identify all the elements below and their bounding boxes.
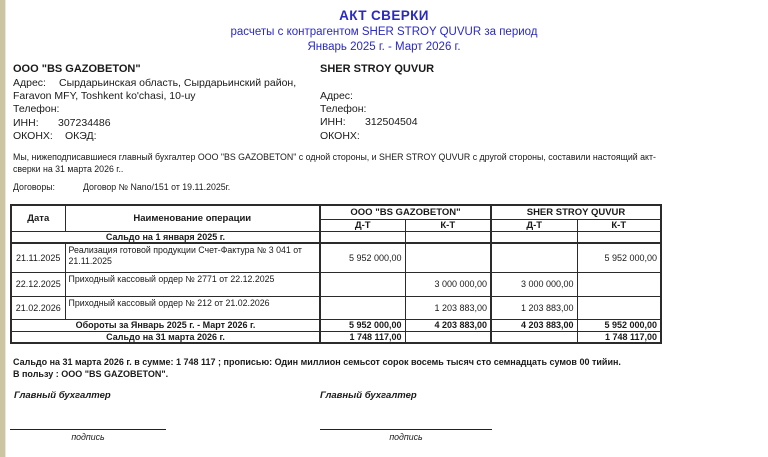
contracts-line	[13, 182, 230, 192]
table-header-groups	[11, 205, 661, 219]
header-operation: Наименование операции	[65, 205, 320, 231]
row-bs-credit: 1 203 883,00	[405, 296, 491, 319]
row-operation: Приходный кассовый ордер № 2771 от 22.12.2025	[65, 272, 320, 296]
opening-sh-debit	[491, 231, 577, 243]
closing-bs-debit: 1 748 117,00	[320, 331, 405, 343]
right-inn-label: ИНН:	[320, 116, 346, 129]
opening-balance-label: Сальдо на 1 января 2025 г.	[11, 231, 320, 243]
right-party-spacer	[320, 77, 620, 90]
turnover-row	[11, 319, 661, 331]
left-phone-label: Телефон:	[13, 103, 60, 116]
row-sh-credit	[577, 296, 661, 319]
left-phone-line	[13, 103, 313, 116]
closing-balance-label: Сальдо на 31 марта 2026 г.	[11, 331, 320, 343]
turnover-sh-credit: 5 952 000,00	[577, 319, 661, 331]
turnover-bs-debit: 5 952 000,00	[320, 319, 405, 331]
right-signature-caption: подпись	[389, 432, 423, 442]
right-signature-line	[320, 429, 492, 442]
left-party-name: ООО "BS GAZOBETON"	[13, 63, 141, 75]
row-operation: Реализация готовой продукции Счет-Фактура № 3 041 от 21.11.2025	[65, 243, 320, 272]
summary-in-favor-line: В пользу : ООО "BS GAZOBETON".	[13, 369, 169, 379]
left-signatory-title: Главный бухгалтер	[14, 390, 111, 401]
summary-amount-line: Сальдо на 31 марта 2026 г. в сумме: 1 748 117 ; прописью: Один миллион семьсот сорок восемь тысяч сто семнадцать сумов 00 тийин.	[13, 357, 621, 367]
left-inn-value: 307234486	[58, 116, 111, 129]
table-row	[11, 272, 661, 296]
closing-sh-credit: 1 748 117,00	[577, 331, 661, 343]
right-signatory-title: Главный бухгалтер	[320, 390, 417, 401]
row-date: 21.11.2025	[11, 243, 65, 272]
right-phone-line	[320, 103, 620, 116]
summary-block	[13, 356, 755, 380]
row-bs-credit	[405, 243, 491, 272]
left-address-value: Сырдарьинская область, Сырдарьинский район, Faravon MFY, Toshkent ko'chasi, 10-uy	[13, 77, 297, 103]
left-oked-label: ОКЭД:	[65, 129, 97, 142]
right-inn-line	[320, 116, 620, 129]
row-date: 22.12.2025	[11, 272, 65, 296]
turnover-sh-debit: 4 203 883,00	[491, 319, 577, 331]
turnover-bs-credit: 4 203 883,00	[405, 319, 491, 331]
row-bs-debit	[320, 272, 405, 296]
row-sh-credit: 5 952 000,00	[577, 243, 661, 272]
header-group-bs-gazobeton: ООО "BS GAZOBETON"	[320, 205, 491, 219]
row-bs-debit	[320, 296, 405, 319]
header-date: Дата	[11, 205, 65, 231]
turnover-label: Обороты за Январь 2025 г. - Март 2026 г.	[11, 319, 320, 331]
contracts-value: Договор № Nano/151 от 19.11.2025г.	[82, 182, 231, 192]
row-bs-credit: 3 000 000,00	[405, 272, 491, 296]
right-phone-label: Телефон:	[320, 103, 367, 116]
left-address-label: Адрес:	[13, 77, 46, 89]
opening-sh-credit	[577, 231, 661, 243]
row-bs-debit: 5 952 000,00	[320, 243, 405, 272]
row-date: 21.02.2026	[11, 296, 65, 319]
table-row	[11, 296, 661, 319]
opening-bs-debit	[320, 231, 405, 243]
row-sh-debit: 1 203 883,00	[491, 296, 577, 319]
document-subtitle-counterparty: расчеты с контрагентом SHER STROY QUVUR за период	[230, 26, 538, 38]
closing-bs-credit	[405, 331, 491, 343]
right-party-block	[320, 63, 620, 143]
left-okonx-label: ОКОНХ:	[13, 129, 53, 142]
closing-sh-debit	[491, 331, 577, 343]
left-inn-label: ИНН:	[13, 116, 39, 129]
right-address-label: Адрес:	[320, 90, 353, 102]
header-sh-credit: К-Т	[577, 219, 661, 231]
right-party-name: SHER STROY QUVUR	[320, 63, 435, 75]
table-row	[11, 243, 661, 272]
document-subtitle-period: Январь 2025 г. - Март 2026 г.	[307, 41, 461, 53]
preamble-paragraph: Мы, нижеподписавшиеся главный бухгалтер ООО "BS GAZOBETON" с одной стороны, и SHER STROY QUVUR с другой стороны, составили настоящий акт-сверки на 31 марта 2026 г..	[13, 152, 656, 174]
header-group-sher-stroy: SHER STROY QUVUR	[491, 205, 661, 219]
row-sh-debit	[491, 243, 577, 272]
right-inn-value: 312504504	[365, 116, 418, 129]
row-sh-credit	[577, 272, 661, 296]
header-sh-debit: Д-Т	[491, 219, 577, 231]
reconciliation-table	[10, 204, 662, 344]
left-party-address-line	[13, 77, 309, 103]
header-bs-credit: К-Т	[405, 219, 491, 231]
row-sh-debit: 3 000 000,00	[491, 272, 577, 296]
right-address-line	[320, 90, 620, 103]
left-signature-line	[10, 429, 166, 442]
contracts-label: Договоры:	[13, 182, 55, 192]
left-signature-caption: подпись	[71, 432, 105, 442]
opening-balance-row	[11, 231, 661, 243]
document-title: АКТ СВЕРКИ	[339, 8, 429, 23]
title-block	[0, 8, 768, 53]
header-bs-debit: Д-Т	[320, 219, 405, 231]
left-party-block	[13, 63, 313, 143]
row-operation: Приходный кассовый ордер № 212 от 21.02.2026	[65, 296, 320, 319]
right-okonx-label: ОКОНХ:	[320, 129, 360, 142]
left-okonx-line	[13, 130, 313, 143]
closing-balance-row	[11, 331, 661, 343]
left-inn-line	[13, 117, 313, 130]
right-okonx-line	[320, 130, 620, 143]
opening-bs-credit	[405, 231, 491, 243]
